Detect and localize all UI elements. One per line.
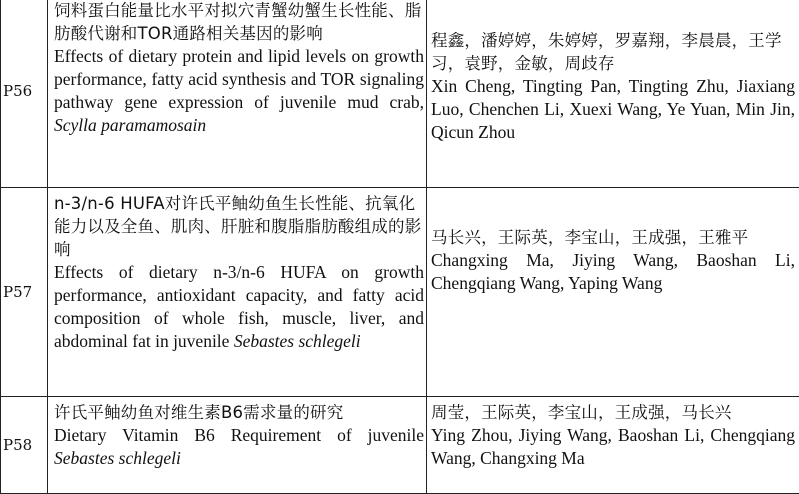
paper-authors-zh: 马长兴，王际英，李宝山，王成强，王雅平 (431, 226, 795, 249)
paper-title-en-text: Effects of dietary protein and lipid levels on growth performance, fatty acid synthesis and TOR signaling pathway gene expression of juvenile mud crab, (54, 46, 424, 112)
paper-title-cell (48, 397, 427, 494)
paper-id: P56 (1, 0, 48, 188)
paper-title-en (54, 45, 424, 137)
paper-authors-en: Changxing Ma, Jiying Wang, Baoshan Li, Chengqiang Wang, Yaping Wang (431, 249, 795, 295)
paper-title-en-text: Effects of dietary n-3/n-6 HUFA on growth performance, antioxidant capacity, and fatty acid composition of whole fish, muscle, liver, and abdominal fat in juvenile (54, 262, 424, 351)
paper-id: P58 (1, 397, 48, 494)
paper-title-zh: n-3/n-6 HUFA对许氏平鲉幼鱼生长性能、抗氧化能力以及全鱼、肌肉、肝脏和腹脂脂肪酸组成的影响 (54, 192, 424, 261)
paper-title-en-species: Sebastes schlegeli (54, 448, 181, 468)
paper-title-zh: 许氏平鲉幼鱼对维生素B6需求量的研究 (54, 401, 424, 424)
paper-authors-en: Ying Zhou, Jiying Wang, Baoshan Li, Chengqiang Wang, Changxing Ma (431, 424, 795, 470)
paper-authors-cell (427, 188, 799, 397)
paper-authors-cell (427, 397, 799, 494)
paper-id: P57 (1, 188, 48, 397)
paper-title-en (54, 424, 424, 470)
paper-title-en-species: Sebastes schlegeli (234, 331, 361, 351)
paper-title-en (54, 261, 424, 353)
table-row (1, 188, 799, 397)
table-row (1, 0, 799, 188)
paper-authors-zh: 周莹，王际英，李宝山，王成强，马长兴 (431, 401, 795, 424)
paper-title-en-text: Dietary Vitamin B6 Requirement of juvenile (54, 425, 424, 445)
paper-authors-cell (427, 0, 799, 188)
paper-title-en-species: Scylla paramamosain (54, 115, 206, 135)
paper-authors-en: Xin Cheng, Tingting Pan, Tingting Zhu, Jiaxiang Luo, Chenchen Li, Xuexi Wang, Ye Yuan, Min Jin, Qicun Zhou (431, 75, 795, 144)
paper-title-zh: 饲料蛋白能量比水平对拟穴青蟹幼蟹生长性能、脂肪酸代谢和TOR通路相关基因的影响 (54, 0, 424, 45)
paper-authors-zh: 程鑫，潘婷婷，朱婷婷，罗嘉翔，李晨晨，王学习，袁野，金敏，周歧存 (431, 29, 795, 75)
paper-title-cell (48, 0, 427, 188)
paper-title-cell (48, 188, 427, 397)
table-row (1, 397, 799, 494)
